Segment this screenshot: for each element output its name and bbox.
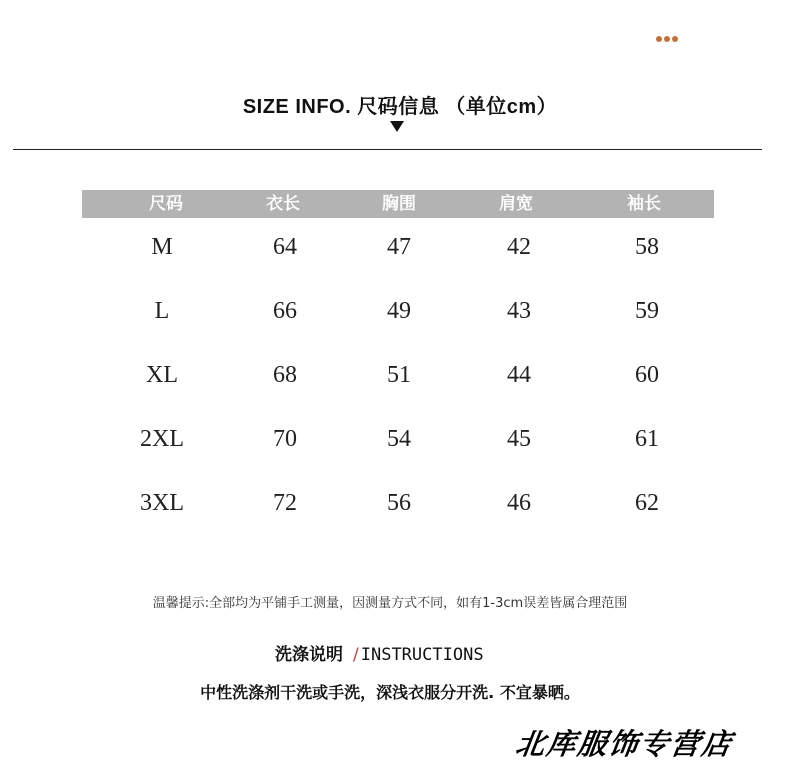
divider [13, 149, 762, 150]
cell-shoulder: 44 [507, 362, 531, 388]
header-length: 衣长 [266, 194, 300, 214]
cell-shoulder: 45 [507, 426, 531, 452]
cell-size: 2XL [140, 426, 184, 452]
dot [656, 36, 662, 42]
cell-size: 3XL [140, 490, 184, 516]
cell-sleeve: 62 [635, 490, 659, 516]
cell-size: M [151, 234, 173, 260]
more-dots-icon [656, 36, 678, 42]
header-chest: 胸围 [382, 194, 416, 214]
size-table-header [82, 190, 714, 218]
table-row [0, 227, 790, 267]
cell-chest: 51 [387, 362, 411, 388]
cell-chest: 56 [387, 490, 411, 516]
cell-length: 68 [273, 362, 297, 388]
cell-shoulder: 43 [507, 298, 531, 324]
page-title: SIZE INFO. 尺码信息 （单位cm） [242, 96, 558, 118]
wash-instructions-text: 中性洗涤剂干洗或手洗，深浅衣服分开洗. 不宜暴晒。 [200, 683, 580, 702]
header-sleeve: 袖长 [627, 194, 661, 214]
wash-instructions-title [275, 640, 484, 665]
table-row [0, 419, 790, 459]
table-row [0, 291, 790, 331]
measurement-tip: 温馨提示:全部均为平铺手工测量，因测量方式不同，如有1-3cm误差皆属合理范围 [152, 596, 628, 611]
table-row [0, 355, 790, 395]
dot [672, 36, 678, 42]
header-shoulder: 肩宽 [499, 194, 533, 214]
brand-signature: 北库服饰专营店 [513, 727, 736, 761]
cell-sleeve: 58 [635, 234, 659, 260]
cell-chest: 54 [387, 426, 411, 452]
cell-shoulder: 46 [507, 490, 531, 516]
cell-length: 70 [273, 426, 297, 452]
cell-length: 64 [273, 234, 297, 260]
cell-sleeve: 59 [635, 298, 659, 324]
cell-sleeve: 60 [635, 362, 659, 388]
cell-sleeve: 61 [635, 426, 659, 452]
wash-slash: / [353, 645, 359, 665]
cell-chest: 47 [387, 234, 411, 260]
cell-chest: 49 [387, 298, 411, 324]
cell-length: 66 [273, 298, 297, 324]
down-triangle-icon [390, 121, 404, 132]
table-row [0, 483, 790, 523]
wash-title-cn: 洗涤说明 [275, 645, 343, 665]
cell-size: XL [146, 362, 178, 388]
wash-title-en: INSTRUCTIONS [360, 645, 484, 665]
cell-shoulder: 42 [507, 234, 531, 260]
cell-length: 72 [273, 490, 297, 516]
header-size: 尺码 [149, 194, 183, 214]
dot [664, 36, 670, 42]
cell-size: L [154, 298, 170, 324]
